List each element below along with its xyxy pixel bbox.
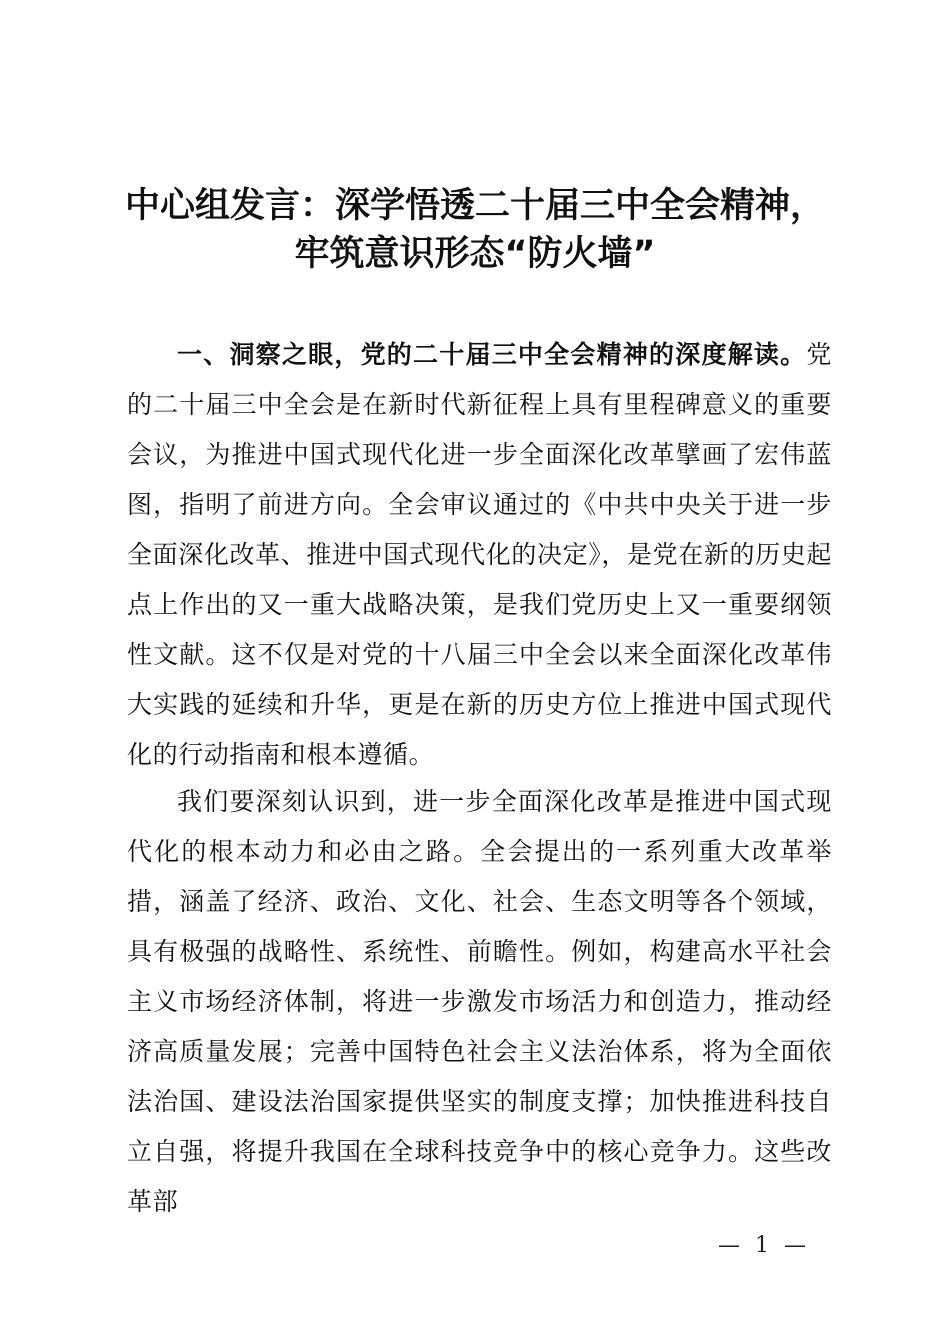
paragraph-body: 党的二十届三中全会是在新时代新征程上具有里程碑意义的重要会议，为推进中国式现代化进一步全面深化改革擘画了宏伟蓝图，指明了前进方向。全会审议通过的《中共中央关于进一步全面深化改革、推进中国式现代化的决定》，是党在新的历史起点上作出的又一重大战略决策，是我们党历史上又一重要纲领性文献。这不仅是对党的十八届三中全会以来全面深化改革伟大实践的延续和升华，更是在新的历史方位上推进中国式现代化的行动指南和根本遵循。 xyxy=(127,340,832,769)
paragraph-body: 我们要深刻认识到，进一步全面深化改革是推进中国式现代化的根本动力和必由之路。全会提出的一系列重大改革举措，涵盖了经济、政治、文化、社会、生态文明等各个领域，具有极强的战略性、系统性、前瞻性。例如，构建高水平社会主义市场经济体制，将进一步激发市场活力和创造力，推动经济高质量发展；完善中国特色社会主义法治体系，将为全面依法治国、建设法治国家提供坚实的制度支撑；加快推进科技自立自强，将提升我国在全球科技竞争中的核心竞争力。这些改革部 xyxy=(127,787,832,1216)
document-title-line-1: 中心组发言：深学悟透二十届三中全会精神， xyxy=(124,186,825,226)
paragraph-heading: 一、洞察之眼，党的二十届三中全会精神的深度解读。 xyxy=(177,340,807,369)
paragraph-container-1 xyxy=(127,330,832,780)
paragraph-1 xyxy=(127,330,832,780)
paragraph-2 xyxy=(127,777,832,1227)
page-number: — 1 — xyxy=(718,1233,810,1258)
paragraph-container-2 xyxy=(127,777,832,1227)
document-title-line-2: 牢筑意识形态“防火墙” xyxy=(294,234,656,274)
